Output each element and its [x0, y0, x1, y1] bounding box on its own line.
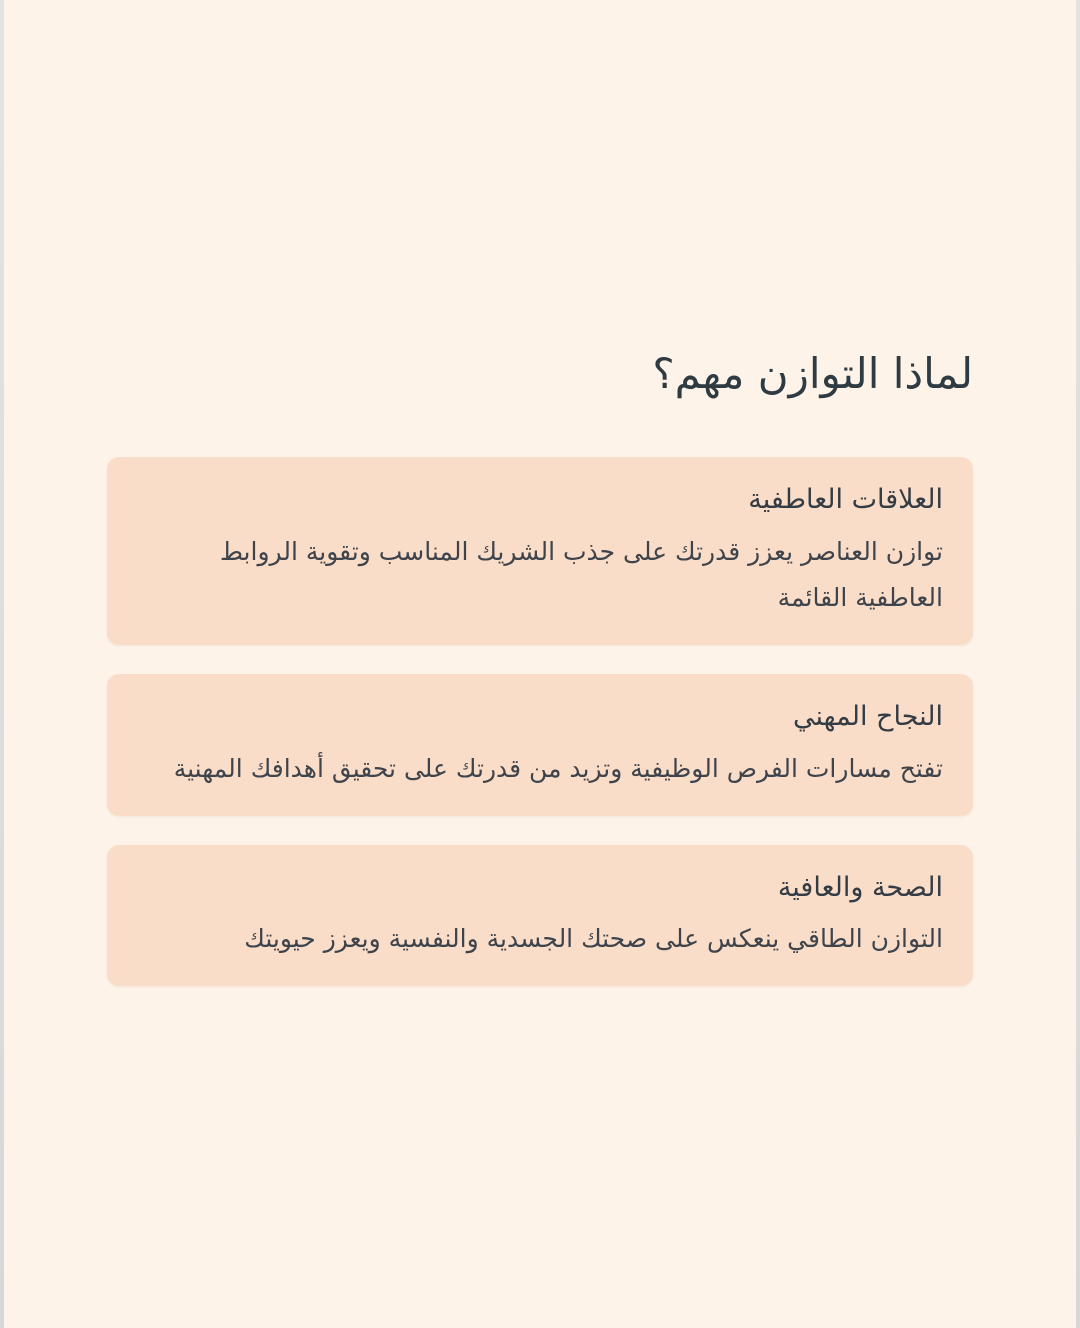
card-description: توازن العناصر يعزز قدرتك على جذب الشريك المناسب وتقوية الروابط العاطفية القائمة [219, 536, 943, 612]
card-professional-success [107, 674, 973, 816]
card-health-wellness [107, 845, 973, 987]
benefits-section [107, 0, 973, 986]
window-left-edge [0, 0, 4, 1328]
card-title: العلاقات العاطفية [748, 484, 943, 515]
window-right-edge [1076, 0, 1080, 1328]
card-description: التوازن الطاقي ينعكس على صحتك الجسدية والنفسية ويعزز حيويتك [244, 924, 943, 954]
card-emotional-relationships [107, 457, 973, 645]
card-description: تفتح مسارات الفرص الوظيفية وتزيد من قدرتك على تحقيق أهدافك المهنية [173, 753, 943, 783]
card-title: النجاح المهني [793, 700, 943, 732]
card-title: الصحة والعافية [777, 871, 943, 903]
section-heading: لماذا التوازن مهم؟ [652, 349, 973, 398]
